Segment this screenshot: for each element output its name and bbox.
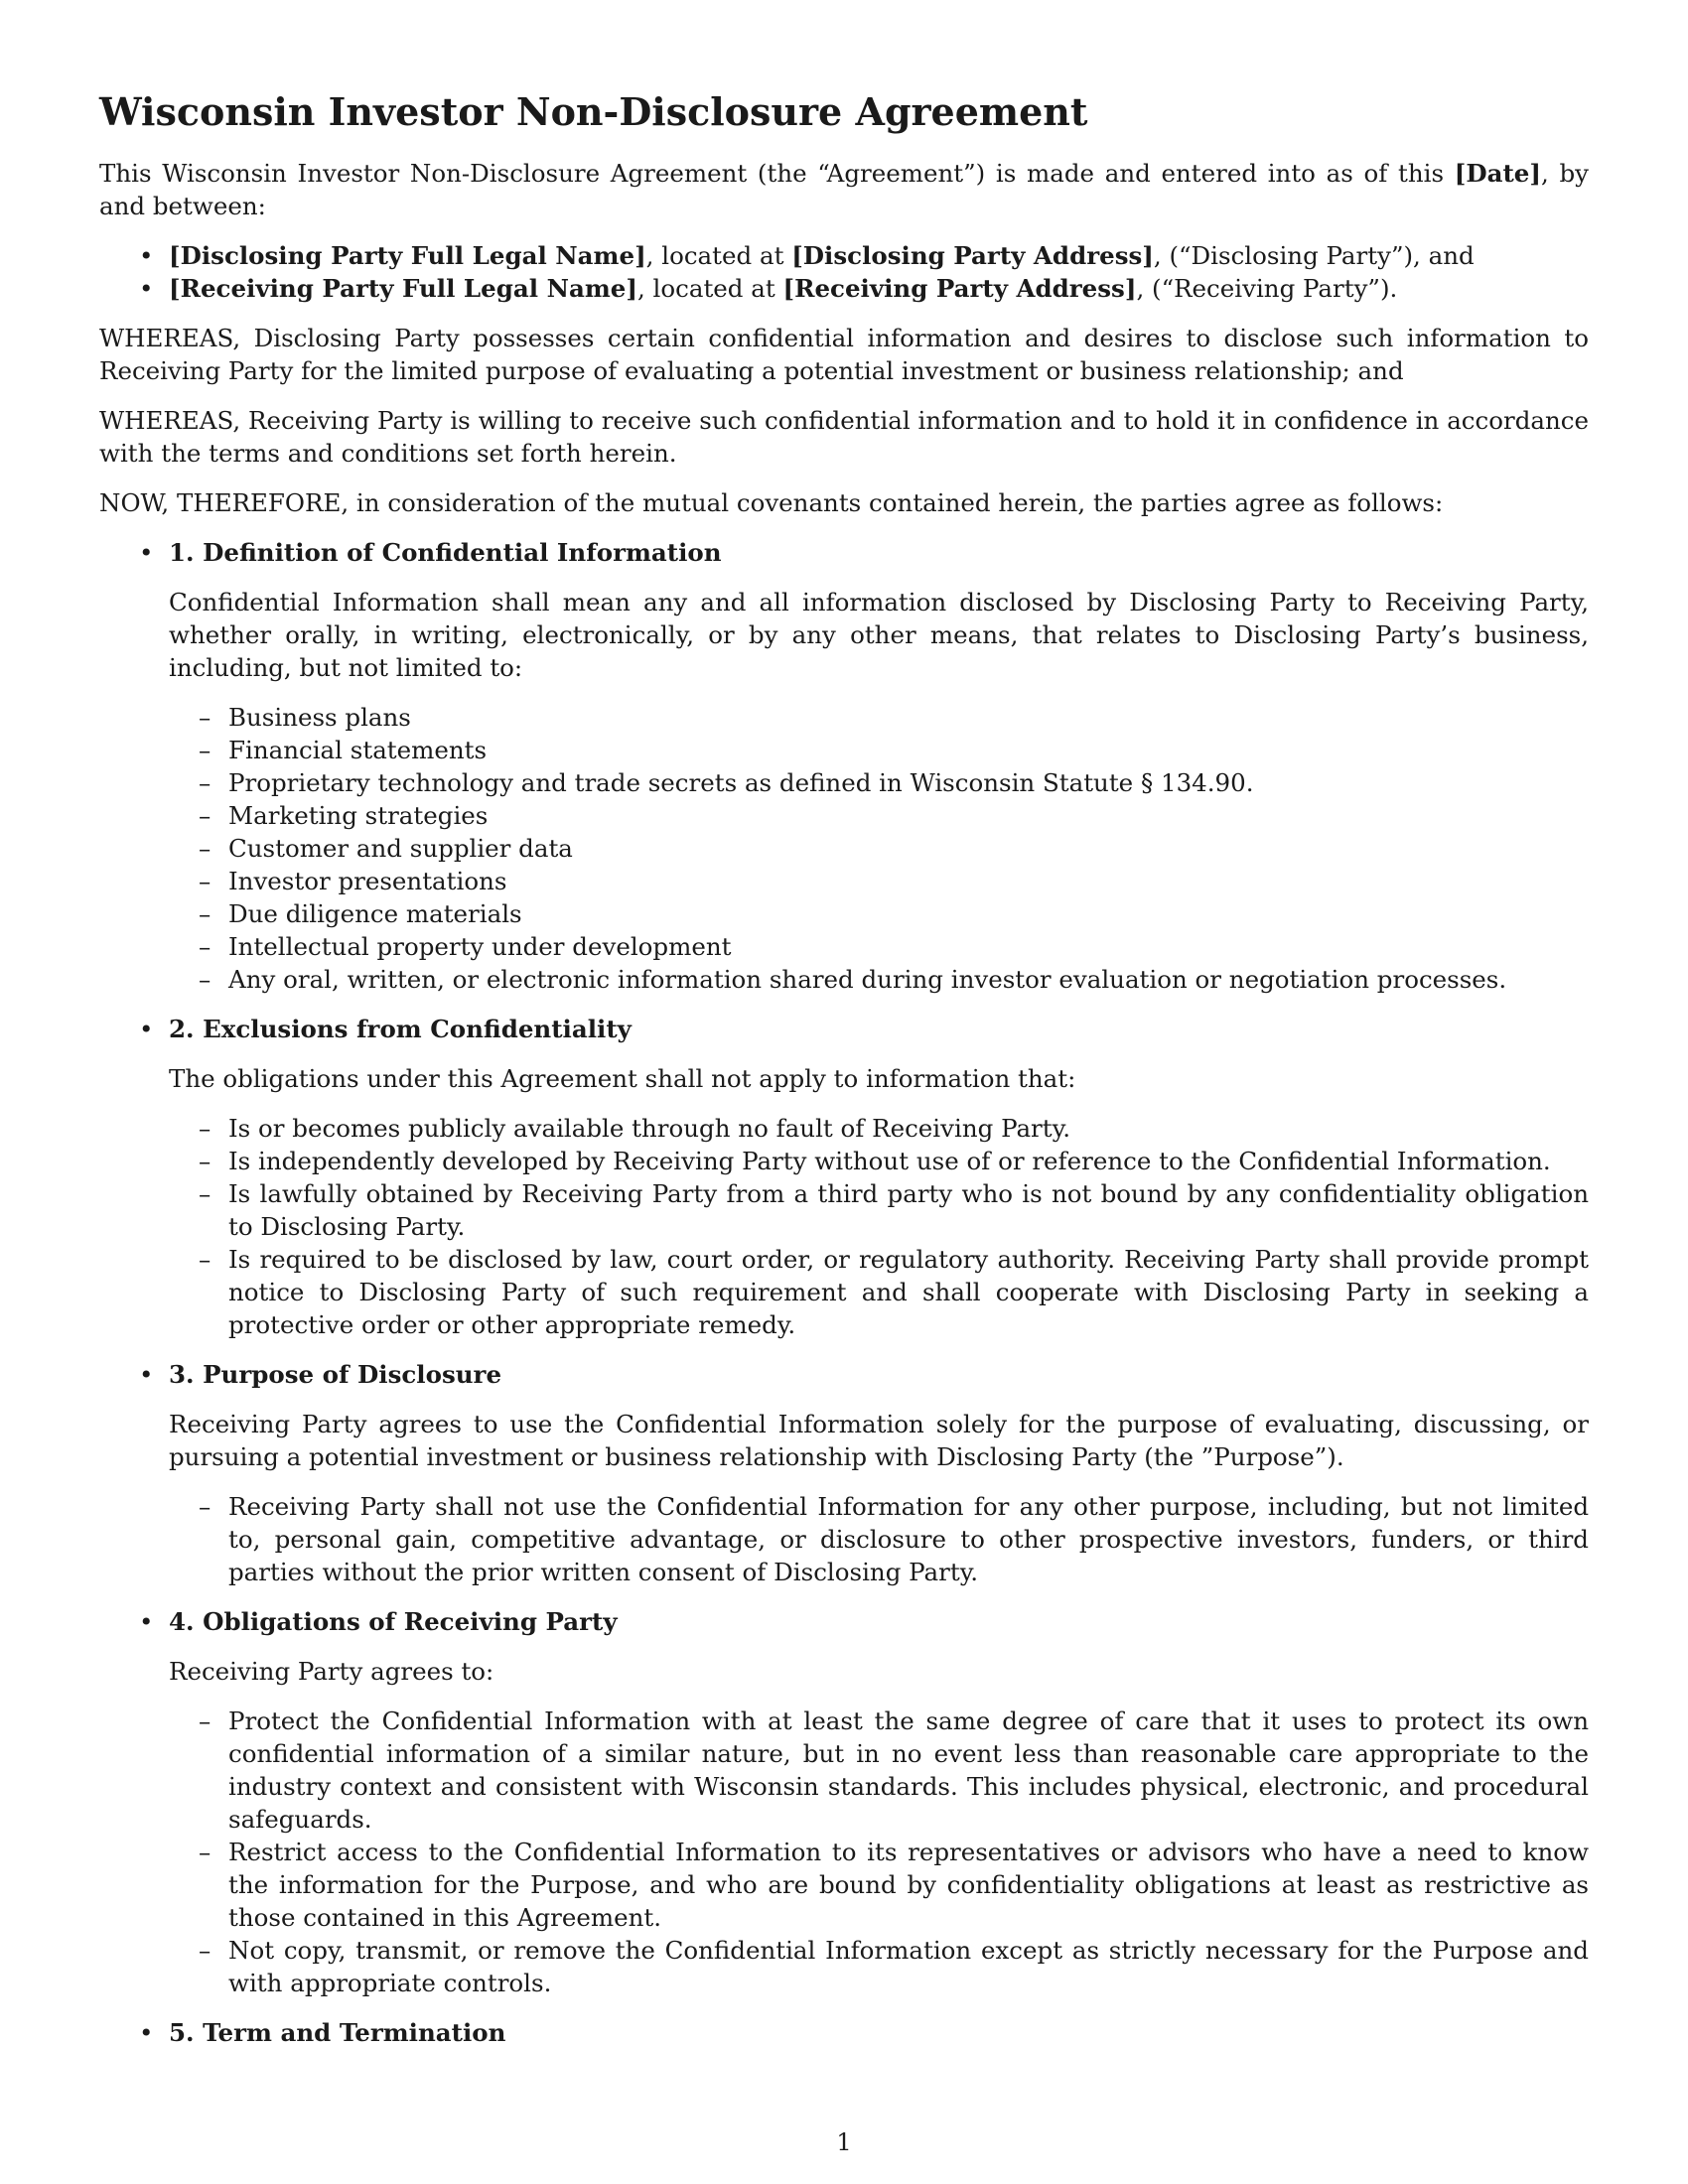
party-address: [Receiving Party Address]: [782, 274, 1137, 303]
list-item: – Intellectual property under development: [228, 930, 1589, 963]
section-heading: • 4. Obligations of Receiving Party: [99, 1605, 1589, 1638]
party-item-receiving: [99, 272, 1589, 305]
section-heading: • 1. Definition of Confidential Information: [99, 536, 1589, 569]
list-item: – Customer and supplier data: [228, 832, 1589, 865]
party-suffix: , (“Disclosing Party”), and: [1153, 241, 1475, 270]
now-therefore-paragraph: NOW, THEREFORE, in consideration of the mutual covenants contained herein, the parties agree as follows:: [99, 488, 1444, 517]
section-body: [99, 1655, 1589, 1688]
section-paragraph: Confidential Information shall mean any and all information disclosed by Disclosing Party to Receiving Party, whether orally, in writing, electronically, or by any other means, that relates to Disclosing Party’s business, including, but not limited to:: [169, 588, 1589, 682]
list-item: – Is lawfully obtained by Receiving Party from a third party who is not bound by any confidentiality obligation to Disclosing Party.: [228, 1177, 1589, 1243]
recital-paragraph: WHEREAS, Disclosing Party possesses certain confidential information and desires to disclose such information to Receiving Party for the limited purpose of evaluating a potential investment or business relationship; and: [99, 324, 1589, 385]
section-body: [99, 1062, 1589, 1095]
section-list: [99, 1112, 1589, 1341]
section-body: [99, 586, 1589, 684]
section-paragraph: Receiving Party agrees to:: [169, 1657, 494, 1686]
date-placeholder: [Date]: [1454, 159, 1541, 188]
list-item: – Is or becomes publicly available through no fault of Receiving Party.: [228, 1112, 1589, 1145]
list-item: – Financial statements: [228, 734, 1589, 766]
document-title: Wisconsin Investor Non-Disclosure Agreement: [99, 89, 1088, 134]
intro-after-date: , by and between:: [99, 159, 1589, 220]
list-item: – Marketing strategies: [228, 799, 1589, 832]
party-located-text: , located at: [645, 241, 792, 270]
section-heading: • 2. Exclusions from Confidentiality: [99, 1013, 1589, 1045]
list-item: – Any oral, written, or electronic information shared during investor evaluation or negotiation processes.: [228, 963, 1589, 996]
recital-paragraph: WHEREAS, Receiving Party is willing to receive such confidential information and to hold it in confidence in accordance with the terms and conditions set forth herein.: [99, 406, 1589, 468]
list-item: – Business plans: [228, 701, 1589, 734]
party-address: [Disclosing Party Address]: [791, 241, 1154, 270]
list-item: – Is independently developed by Receiving Party without use of or reference to the Confidential Information.: [228, 1145, 1589, 1177]
section-paragraph: Receiving Party agrees to use the Confidential Information solely for the purpose of evaluating, discussing, or pursuing a potential investment or business relationship with Disclosing Party (the ”Purpose”).: [169, 1410, 1589, 1471]
section: [99, 1358, 1589, 1588]
section: [99, 1605, 1589, 1999]
party-suffix: , (“Receiving Party”).: [1136, 274, 1398, 303]
section-list: [99, 701, 1589, 996]
section-list: [99, 1490, 1589, 1588]
party-item-disclosing: [99, 239, 1589, 272]
list-item: – Investor presentations: [228, 865, 1589, 897]
section: [99, 1013, 1589, 1341]
section-list: [99, 1705, 1589, 1999]
list-item: – Protect the Confidential Information with at least the same degree of care that it uses to protect its own confidential information of a similar nature, but in no event less than reasonable care appropriate to the industry context and consistent with Wisconsin standards. This includes physical, electronic, and procedural safeguards.: [228, 1705, 1589, 1836]
intro-paragraph: [99, 157, 1589, 222]
section-heading: • 3. Purpose of Disclosure: [99, 1358, 1589, 1391]
party-name: [Receiving Party Full Legal Name]: [169, 274, 637, 303]
list-item: – Restrict access to the Confidential Information to its representatives or advisors who have a need to know the information for the Purpose, and who are bound by confidentiality obligations at least as restrictive as those contained in this Agreement.: [228, 1836, 1589, 1934]
list-item: – Not copy, transmit, or remove the Confidential Information except as strictly necessary for the Purpose and with appropriate controls.: [228, 1934, 1589, 1999]
list-item: – Due diligence materials: [228, 897, 1589, 930]
parties-list: [99, 239, 1589, 305]
list-item: – Proprietary technology and trade secrets as defined in Wisconsin Statute § 134.90.: [228, 766, 1589, 799]
party-located-text: , located at: [636, 274, 783, 303]
section: [99, 2016, 1589, 2049]
list-item: – Is required to be disclosed by law, court order, or regulatory authority. Receiving Party shall provide prompt notice to Disclosing Party of such requirement and shall cooperate with Disclosing Party in seeking a protective order or other appropriate remedy.: [228, 1243, 1589, 1341]
list-item: – Receiving Party shall not use the Confidential Information for any other purpose, including, but not limited to, personal gain, competitive advantage, or disclosure to other prospective investors, funders, or third parties without the prior written consent of Disclosing Party.: [228, 1490, 1589, 1588]
page-number: 1: [836, 2128, 852, 2156]
party-name: [Disclosing Party Full Legal Name]: [169, 241, 646, 270]
section-heading: • 5. Term and Termination: [99, 2016, 1589, 2049]
section-body: [99, 1408, 1589, 1473]
intro-before-date: This Wisconsin Investor Non-Disclosure Agreement (the “Agreement”) is made and entered into as of this: [99, 159, 1455, 188]
document-page: [99, 79, 1589, 2066]
section-paragraph: The obligations under this Agreement shall not apply to information that:: [169, 1064, 1076, 1093]
sections-container: [99, 536, 1589, 2049]
section: [99, 536, 1589, 996]
